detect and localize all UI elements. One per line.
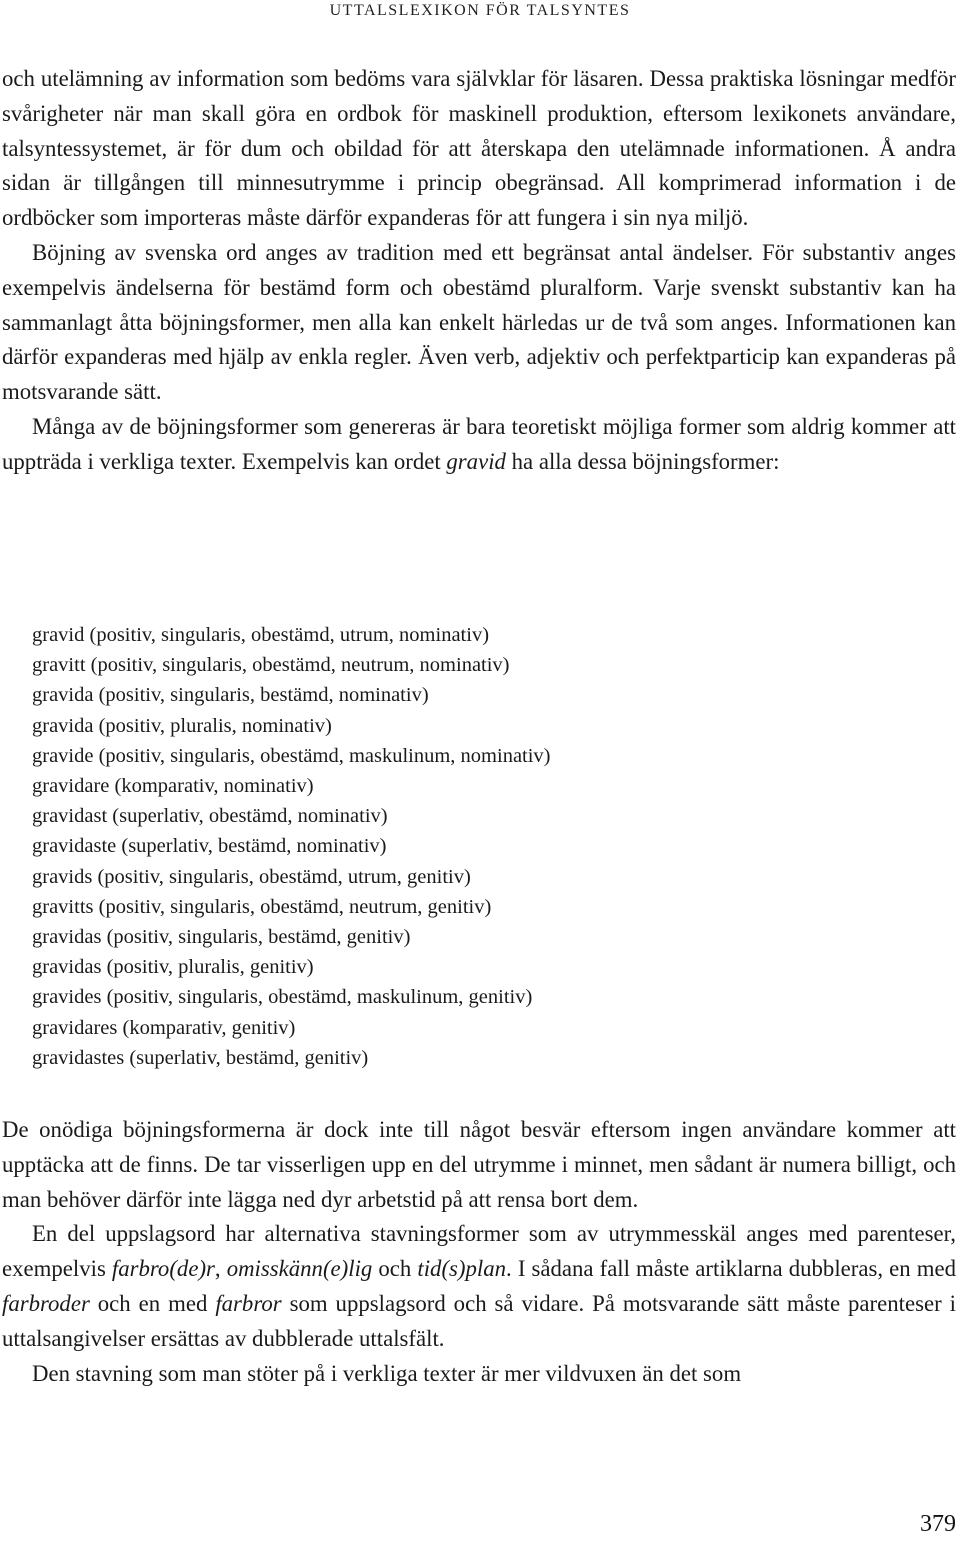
paragraph-5-text-2: ,: [214, 1256, 227, 1282]
list-item: gravidas (positiv, singularis, bestämd, genitiv): [32, 926, 411, 949]
list-item: gravide (positiv, singularis, obestämd, maskulinum, nominativ): [32, 744, 551, 767]
paragraph-5-text-3: och: [372, 1256, 418, 1282]
list-item: gravida (positiv, pluralis, nominativ): [32, 714, 332, 737]
page-number: 379: [920, 1511, 956, 1537]
paragraph-3-text-a: Många av de böjningsformer som genereras är bara teoretiskt möjliga former som aldrig kommer att uppträda i verkliga texter. Exempelvis kan ordet: [2, 413, 956, 474]
paragraph-3: [2, 410, 956, 480]
paragraph-4: De onödiga böjningsformerna är dock inte till något besvär eftersom ingen användare kommer att upptäcka att de finns. De tar visserligen upp en del utrymme i minnet, men sådant är numera billigt, och man behöver därför inte lägga ned dyr arbetstid på att rensa bort dem.: [2, 1117, 956, 1212]
list-item: gravides (positiv, singularis, obestämd, maskulinum, genitiv): [32, 986, 533, 1009]
paragraph-5-text-4: . I sådana fall måste artiklarna dubbleras, en med: [506, 1256, 956, 1282]
list-item: gravid (positiv, singularis, obestämd, utrum, nominativ): [32, 624, 490, 646]
paragraph-5-text-1: En del uppslagsord har alternativa stavningsformer som av utrymmesskäl anges med parenteser, exempelvis: [2, 1221, 956, 1282]
paragraph-5: [2, 1217, 956, 1356]
paragraph-5-emphasis-1: farbro(de)r: [111, 1256, 215, 1282]
paragraph-2: Böjning av svenska ord anges av tradition med ett begränsat antal ändelser. För substantiv anges exempelvis ändelserna för bestämd form och obestämd pluralform. Varje svenskt substantiv kan ha sammanlagt åtta böjningsformer, men alla kan enkelt härledas ur de två som anges. Informationen kan därför expanderas med hjälp av enkla regler. Även verb, adjektiv och perfektparticip kan expanderas på motsvarande sätt.: [2, 239, 956, 405]
list-item: gravida (positiv, singularis, bestämd, nominativ): [32, 684, 429, 707]
list-item: gravitts (positiv, singularis, obestämd, neutrum, genitiv): [32, 895, 492, 918]
running-header: UTTALSLEXIKON FÖR TALSYNTES: [329, 2, 631, 19]
list-item: gravitt (positiv, singularis, obestämd, neutrum, nominativ): [32, 654, 510, 677]
list-item: gravids (positiv, singularis, obestämd, utrum, genitiv): [32, 865, 471, 888]
body-text-bottom: [2, 1113, 956, 1391]
list-item: gravidas (positiv, pluralis, genitiv): [32, 956, 314, 979]
paragraph-5-text-5: och en med: [89, 1290, 216, 1316]
list-item: gravidastes (superlativ, bestämd, genitiv): [32, 1046, 369, 1069]
paragraph-1: och utelämning av information som bedöms vara självklar för läsaren. Dessa praktiska lösningar medför svårigheter när man skall göra en ordbok för maskinell produktion, eftersom lexikonets användare, talsyntessystemet, är för dum och obildad för att återskapa den utelämnade informationen. Å andra sidan är tillgången till minnesutrymme i princip obegränsad. All komprimerad information i de ordböcker som importeras måste därför expanderas för att fungera i sin nya miljö.: [2, 66, 956, 231]
paragraph-3-text-b: ha alla dessa böjningsformer:: [505, 448, 780, 474]
inflection-list: [32, 620, 932, 1073]
list-item: gravidast (superlativ, obestämd, nominativ): [32, 805, 388, 828]
paragraph-5-emphasis-4: farbroder: [2, 1290, 90, 1316]
paragraph-6: Den stavning som man stöter på i verkliga texter är mer vildvuxen än det som: [32, 1360, 742, 1386]
paragraph-3-emphasis: gravid: [446, 448, 506, 474]
list-item: gravidares (komparativ, genitiv): [32, 1016, 296, 1039]
list-item: gravidaste (superlativ, bestämd, nominativ): [32, 835, 387, 858]
paragraph-5-emphasis-2: omisskänn(e)lig: [226, 1256, 373, 1282]
paragraph-5-emphasis-3: tid(s)plan: [417, 1256, 507, 1282]
body-text-top: [2, 62, 956, 480]
paragraph-5-emphasis-5: farbror: [215, 1290, 282, 1316]
paragraph-5-text-6: som uppslagsord och så vidare. På motsvarande sätt måste parenteser i uttalsangivelser ersättas av dubblerade uttalsfält.: [2, 1290, 956, 1351]
list-item: gravidare (komparativ, nominativ): [32, 775, 314, 798]
